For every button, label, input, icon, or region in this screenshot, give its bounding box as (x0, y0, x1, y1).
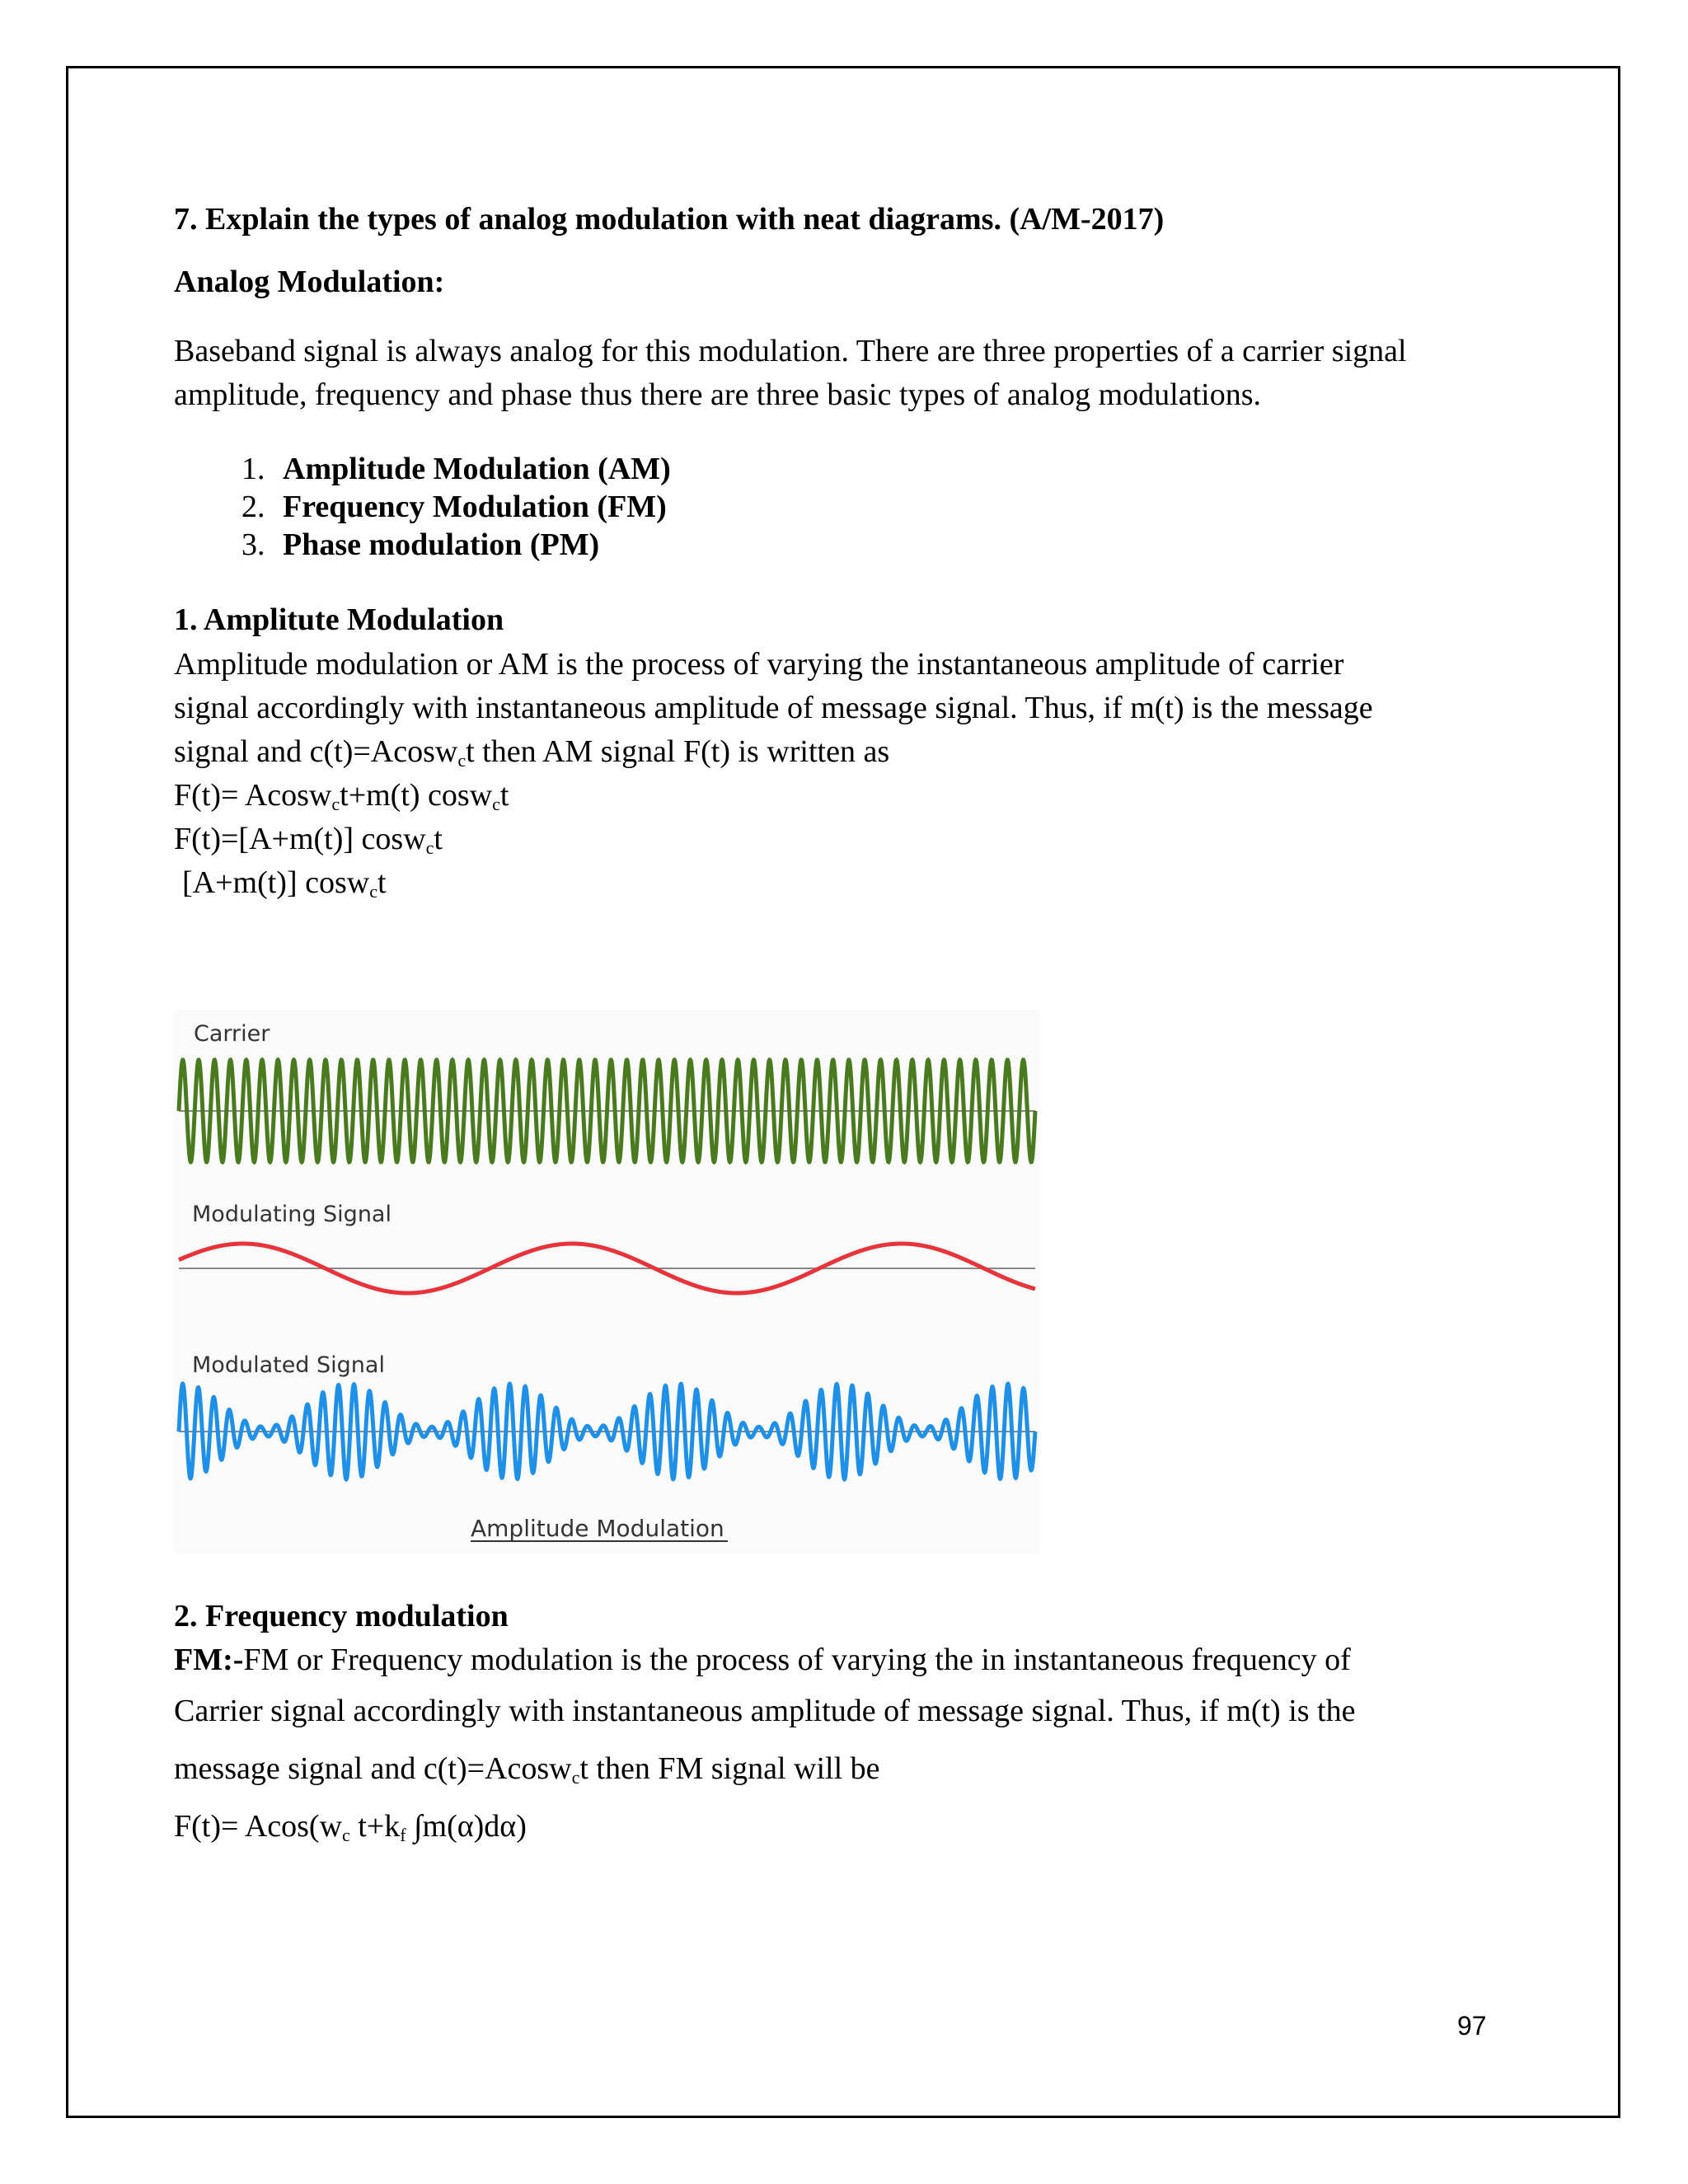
fm-line-1: FM:-FM or Frequency modulation is the process of varying the in instantaneous frequency of (174, 1643, 1351, 1677)
list-item: 1. Amplitude Modulation (AM) (273, 450, 1559, 488)
am-formula-2: F(t)=[A+m(t)] cosw$_c$t (174, 822, 443, 858)
am-diagram (174, 1010, 1039, 1554)
intro-line-1: Baseband signal is always analog for this modulation. There are three properties of a carrier signal (174, 334, 1407, 368)
carrier-label: Carrier (194, 1021, 270, 1047)
modulating-signal-label: Modulating Signal (192, 1202, 392, 1227)
am-heading: 1. Amplitute Modulation (174, 602, 504, 637)
page-number: 97 (1457, 2011, 1487, 2041)
page-content (174, 196, 1559, 905)
am-line-3: signal and c(t)=Acosw$_c$t then AM signal F(t) is written as (174, 734, 890, 771)
fm-section (174, 1595, 1559, 1855)
intro-line-2: amplitude, frequency and phase thus there are three basic types of analog modulations. (174, 377, 1261, 412)
list-item: 3. Phase modulation (PM) (273, 526, 1559, 564)
fm-line-3: message signal and c(t)=Acosw$_c$t then FM signal will be (174, 1751, 880, 1788)
question-heading: 7. Explain the types of analog modulation with neat diagrams. (A/M-2017) (174, 202, 1165, 237)
am-formula-1: F(t)= Acosw$_c$t+m(t) cosw$_c$t (174, 778, 509, 814)
fm-heading: 2. Frequency modulation (174, 1599, 509, 1633)
am-formula-3: [A+m(t)] cosw$_c$t (182, 865, 387, 902)
am-line-2: signal accordingly with instantaneous amplitude of message signal. Thus, if m(t) is the message (174, 691, 1373, 725)
fm-line-2: Carrier signal accordingly with instantaneous amplitude of message signal. Thus, if m(t) is the (174, 1694, 1356, 1728)
am-line-1: Amplitude modulation or AM is the process of varying the instantaneous amplitude of carrier (174, 647, 1344, 682)
am-diagram-svg (174, 1010, 1039, 1554)
analog-modulation-heading: Analog Modulation: (174, 265, 445, 299)
modulation-types-list (174, 450, 1559, 564)
list-item: 2. Frequency Modulation (FM) (273, 488, 1559, 526)
modulated-signal-label: Modulated Signal (192, 1352, 385, 1378)
fm-formula: $F(t)= Acos(w_c$ $t+k_f$ ∫m(α)dα) (174, 1809, 527, 1845)
figure-caption: Amplitude Modulation (471, 1515, 724, 1542)
